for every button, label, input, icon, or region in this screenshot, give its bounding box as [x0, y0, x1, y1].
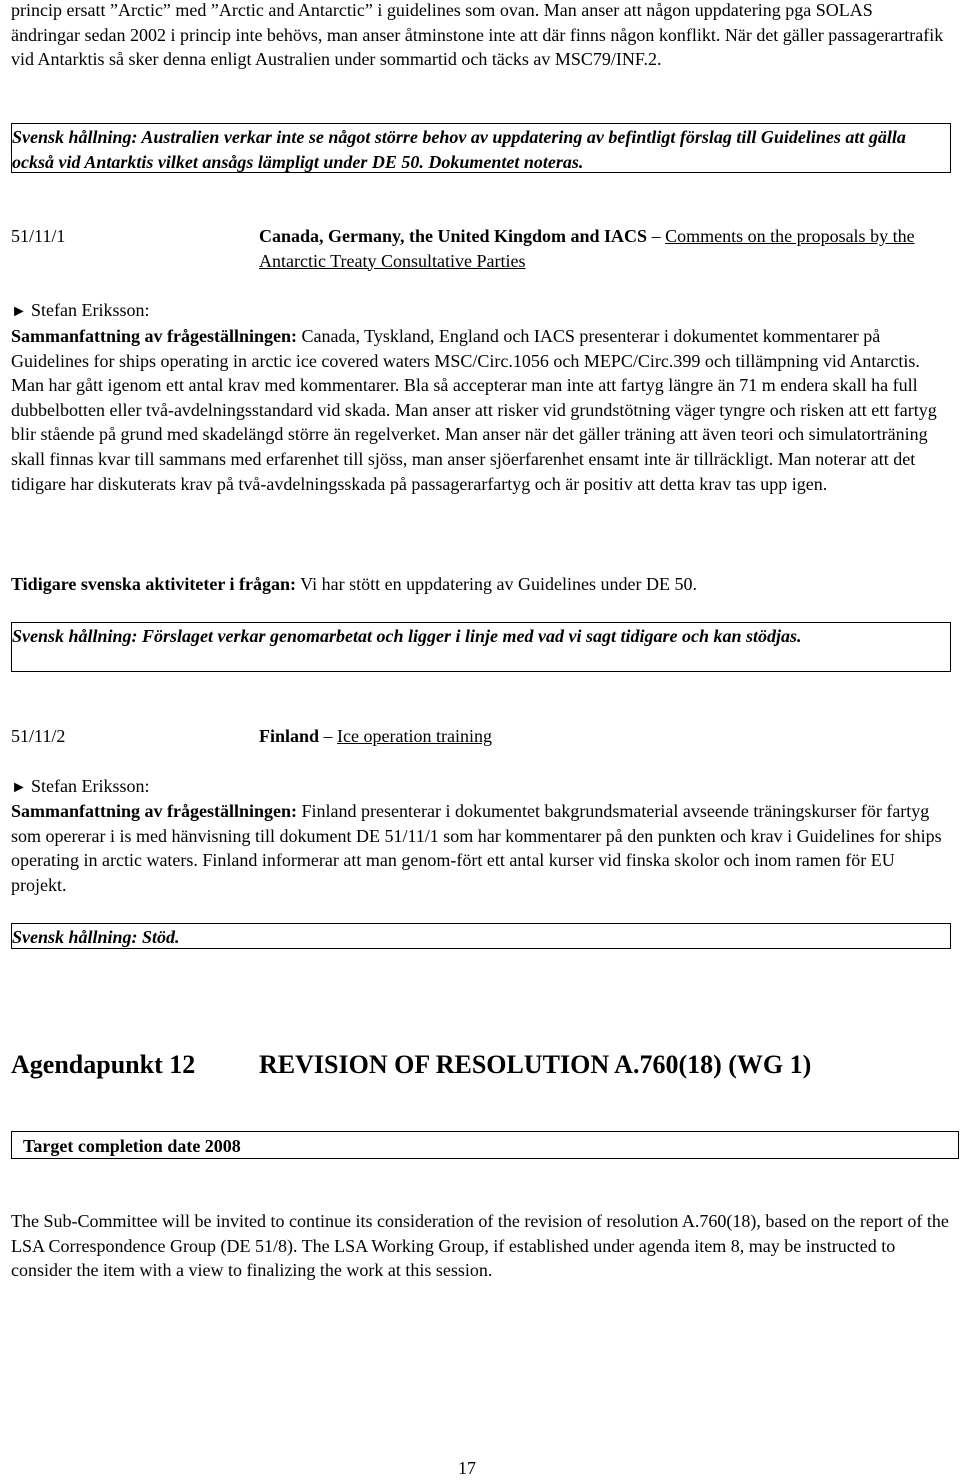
summary-text: Finland presenterar i dokumentet bakgrundsmaterial avseende träningskurser för fartyg som opererar i is med hänvisning till dokument DE 51/11/1 som har kommentarer på den punkten och krav i Guidelines for ships operating in arctic waters. Finland informerar att man genom-fört ett antal kurser vid finska skolor och inom ramen för EU projekt.: [11, 801, 942, 895]
prior-activities-label: Tidigare svenska aktiviteter i frågan:: [11, 574, 296, 594]
target-completion-date: Target completion date 2008: [23, 1136, 241, 1156]
document-title-block: [259, 224, 939, 273]
right-pointer-icon: ►: [11, 779, 27, 796]
swedish-position-box: [11, 123, 951, 173]
agenda-number: Agendapunkt 12: [11, 1050, 196, 1079]
summary-text: Canada, Tyskland, England och IACS presenterar i dokumentet kommentarer på Guidelines for ships operating in arctic ice covered waters MSC/Circ.1056 och MEPC/Circ.399 och tillämpning vid Antarctis. Man har gått igenom ett antal krav med kommentarer. Bla så accepterar man inte att fartyg längre än 71 m endera skall ha full dubbelbotten eller två-avdelningsstandard vid skada. Man anser att risker vid grundstötning väger tyngre och risken att ett fartyg blir stående på grund med skadelängd större än regelverket. Man anser när det gäller träning att även teori och simulatorträning skall finnas kvar till sammans med erfarenhet till sjöss, man anser sjöerfarenhet ensamt inte är tillräckligt. Man noterar att det tidigare har diskuterats krav på två-avdelningsskada på passagerarfartyg och är positiv att detta krav tas upp igen.: [11, 326, 937, 494]
position-text: Svensk hållning: Förslaget verkar genomarbetat och ligger i linje med vad vi sagt tidigare och kan stödjas.: [12, 626, 802, 646]
right-pointer-icon: ►: [11, 303, 27, 320]
document-submitters: Finland: [259, 726, 320, 746]
document-title-block: [259, 724, 939, 749]
page-number: 17: [458, 1458, 476, 1478]
summary-label: Sammanfattning av frågeställningen:: [11, 801, 298, 821]
document-submitters: Canada, Germany, the United Kingdom and IACS: [259, 226, 648, 246]
title-dash: –: [647, 226, 666, 246]
swedish-position-box: [11, 622, 951, 672]
summary-label: Sammanfattning av frågeställningen:: [11, 326, 298, 346]
agenda-title: REVISION OF RESOLUTION A.760(18) (WG 1): [259, 1050, 812, 1079]
title-dash: –: [319, 726, 338, 746]
prior-activities-text: Vi har stött en uppdatering av Guidelines under DE 50.: [296, 574, 698, 594]
speaker-name: Stefan Eriksson:: [31, 300, 150, 320]
target-completion-box: [11, 1131, 959, 1159]
agenda-description: The Sub-Committee will be invited to continue its consideration of the revision of resolution A.760(18), based on the report of the LSA Correspondence Group (DE 51/8). The LSA Working Group, if established under agenda item 8, may be instructed to consider the item with a view to finalizing the work at this session.: [11, 1211, 949, 1281]
document-number: 51/11/1: [11, 226, 66, 246]
speaker-line: [11, 774, 150, 801]
prior-activities-paragraph: [11, 572, 951, 597]
summary-paragraph: [11, 324, 951, 496]
position-text: Svensk hållning: Stöd.: [12, 927, 180, 947]
position-text: Svensk hållning: Australien verkar inte se något större behov av uppdatering av befintligt förslag till Guidelines att gälla också vid Antarktis vilket ansågs lämpligt under DE 50. Dokumentet noteras.: [12, 127, 906, 172]
document-number: 51/11/2: [11, 726, 66, 746]
intro-paragraph: princip ersatt ”Arctic” med ”Arctic and Antarctic” i guidelines som ovan. Man anser att någon uppdatering pga SOLAS ändringar sedan 2002 i princip inte behövs, man anser åtminstone inte att där finns någon konflikt. När det gäller passagerartrafik vid Antarktis så sker denna enligt Australien under sommartid och täcks av MSC79/INF.2.: [11, 0, 944, 70]
document-title-link[interactable]: Ice operation training: [337, 726, 492, 746]
summary-paragraph: [11, 799, 951, 897]
speaker-line: [11, 298, 150, 325]
document-title-link[interactable]: Comments on the proposals by the Antarctic Treaty Consultative Parties: [259, 226, 915, 271]
swedish-position-box: [11, 923, 951, 949]
speaker-name: Stefan Eriksson:: [31, 776, 150, 796]
